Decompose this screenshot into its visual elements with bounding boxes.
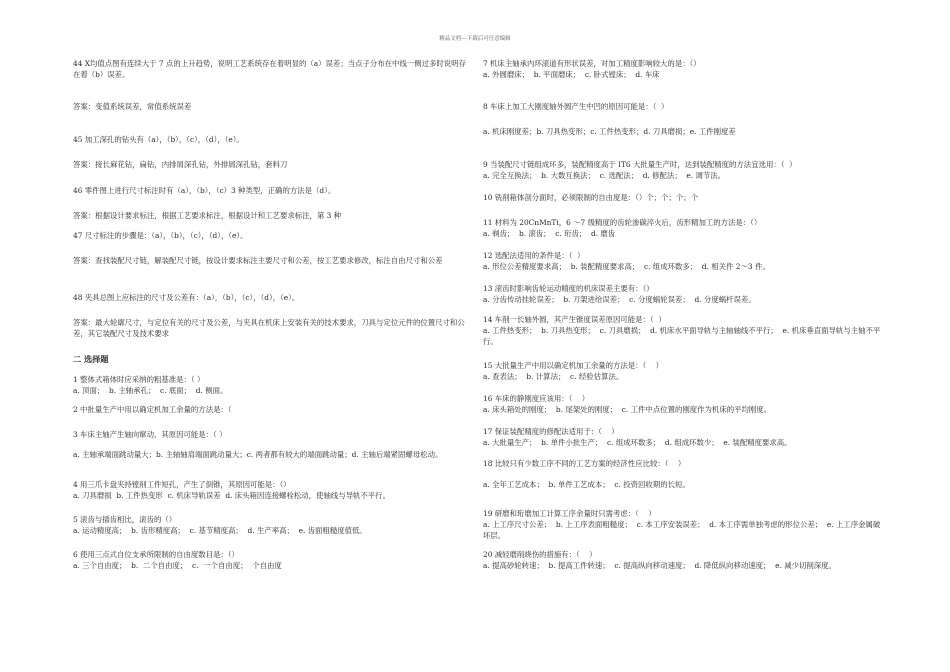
paragraph: 答案：变值系统误差，常值系统误差 [73,102,192,111]
paragraph: 13 滚齿时影响齿轮运动精度的机床误差主要有：（） a. 分齿传动挂轮误差； b. 刀架进给误差； c. 分度蜗轮误差； d. 分度蜗杆误差。 [483,284,756,304]
paragraph: 答案：接长麻花钻，扁钻，内排屑深孔钻，外排屑深孔钻，套料刀 [73,160,288,169]
paragraph: 9 当装配尺寸链组成环多，装配精度高于 IT6 大批量生产时，达到装配精度的方法宜选用：（ ） a. 完全互换法； b. 大数互换法； c. 选配法； d. 修配法； e. 调节法。 [483,160,797,180]
paragraph: 19 研磨和珩磨加工计算工序余量时只需考虑：（ ） a. 上工序尺寸公差； b. 上工序表面粗糙度； c. 本工序安装误差； d. 本工序需单独考虑的形位公差； e. 上工序金属破坏层。 [483,509,881,540]
paragraph: a. 全年工艺成本； b. 单件工艺成本； c. 投资回收期的长短。 [483,480,690,489]
paragraph: a. 主轴承端面跳动量大；b. 主轴轴肩端面跳动量大；c. 两者都有较大的端面跳动量；d. 主轴后端紧固螺母松动。 [73,450,443,459]
paragraph: 1 整体式箱体时应采纳的粗基准是：（ ） a. 顶面； b. 主轴承孔； c. 底面； d. 侧面。 [73,375,228,395]
paragraph: 6 使用三点式自位支承所限制的自由度数目是：（） a. 三个自由度； b. 二个自由度； c. 一个自由度； 个自由度 [73,550,282,570]
paragraph: 答案：查找装配尺寸链，解装配尺寸链，按设计要求标注主要尺寸和公差，按工艺要求修改，标注自由尺寸和公差 [73,256,443,265]
paragraph: 4 用三爪卡盘夹持镗削工件短孔，产生了倒锥，其原因可能是：（） a. 刀具磨损 b. 工件热变形 c. 机床导轨误差 d. 床头箱因连接螺栓松动，使轴线与导轨不平行。 [73,480,390,500]
paragraph: 答案：最大轮廓尺寸，与定位有关的尺寸及公差，与夹具在机床上安装有关的技术要求，刀具与定位元件的位置尺寸和公差，其它装配尺寸及技术要求 [73,318,465,338]
paragraph: 2 中批量生产中用以确定机加工余量的方法是：（ [73,405,232,414]
paragraph: 3 车床主轴产生轴向窜动，其原因可能是：（ ） [73,430,227,439]
paragraph: 16 车床的静刚度应该用：（ ） a. 床头箱处的刚度； b. 尾架处的刚度； c. 工件中点位置的刚度作为机床的平均刚度。 [483,394,772,414]
paragraph: 14 车削一长轴外圆，其产生锥度误差原因可能是：（ ） a. 工件热变形； b. 刀具热变形； c. 刀具磨损； d. 机床水平面导轨与主轴轴线不平行； e. 机床垂直面导轨与主轴不平行。 [483,315,881,346]
paragraph: 5 滚齿与插齿相比，滚齿的（） a. 运动精度高； b. 齿形精度高； c. 基节精度高； d. 生产率高； e. 齿面粗糙度值低。 [73,515,367,535]
paragraph: 10 铣削箱体剖分面时，必须限制的自由度是：（）个；个；个；个 [483,193,698,202]
paragraph: 45 加工深孔的钻头有（a），（b），（c），（d），（e）。 [73,135,244,144]
section-heading: 二 选择题 [73,354,109,364]
page-header: 精品文档---下载后可任意编辑 [439,36,511,42]
paragraph: 12 选配法适用的条件是：（ ） a. 形位公差精度要求高； b. 装配精度要求高； c. 组成环数多； d. 相关件 2～3 件。 [483,251,770,271]
paragraph: 11 材料为 20CnMnTi，6 ～7 级精度的齿轮渗碳淬火后，齿形精加工的方法是：（） a. 剃齿； b. 滚齿； c. 珩齿； d. 磨齿 [483,218,762,238]
paragraph: 20 减轻磨削烧伤的措施有：（ ） a. 提高砂轮转速； b. 提高工件转速； c. 提高纵向移动速度； d. 降低纵向移动速度； e. 减少切削深度。 [483,550,836,570]
paragraph: 答案：根据设计要求标注，根据工艺要求标注，根据设计和工艺要求标注，第 3 种 [73,211,342,220]
paragraph: 44 X均值点图有连续大于 7 点的上升趋势，说明工艺系统存在着明显的（a）误差；当点子分布在中线一侧过多时说明存在着（b）误差。 [73,59,466,79]
paragraph: 46 零件图上进行尺寸标注时有（a），（b），（c）3 种类型，正确的方法是（d）。 [73,186,336,195]
paragraph: 17 保证装配精度的修配法适用于：（ ） a. 大批量生产； b. 单件小批生产； c. 组成环数多； d. 组成环数少； e. 装配精度要求高。 [483,427,792,447]
paragraph: 8 车床上加工大刚度轴外圆产生中凹的原因可能是：（ ） [483,102,669,111]
paragraph: 18 比较只有少数工序不同的工艺方案的经济性应比较：（ ） [483,459,686,468]
paragraph: 48 夹具总图上应标注的尺寸及公差有：（a），（b），（c），（d），（e）。 [73,293,300,302]
paragraph: 7 机床主轴承内环滚道有形状误差，对加工精度影响较大的是：（） a. 外圆磨床； b. 平面磨床； c. 卧式镗床； d. 车床 [483,59,701,79]
paragraph: a. 机床刚度差；b. 刀具热变形；c. 工件热变形；d. 刀具磨损；e. 工件刚度差 [483,127,736,136]
paragraph: 15 大批量生产中用以确定机加工余量的方法是：（ ） a. 查表法； b. 计算法； c. 经验估算法。 [483,361,664,381]
paragraph: 47 尺寸标注的步骤是：（a），（b），（c），（d），（e）。 [73,231,248,240]
